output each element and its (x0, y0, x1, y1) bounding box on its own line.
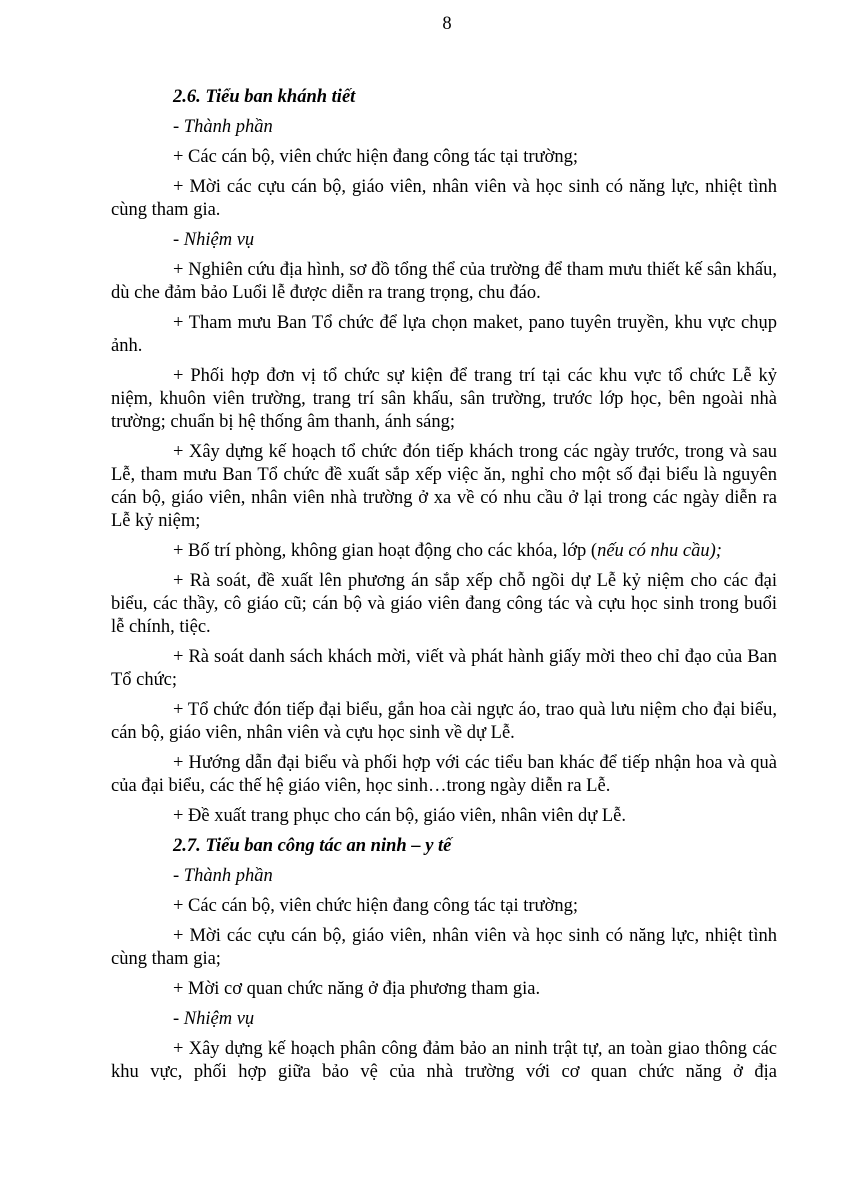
list-item: + Tổ chức đón tiếp đại biểu, gắn hoa cài ngực áo, trao quà lưu niệm cho đại biểu, cán bộ, giáo viên, nhân viên và cựu học sinh về dự Lễ. (111, 700, 777, 743)
page-number: 8 (442, 14, 452, 34)
subsection-label: - Nhiệm vụ (173, 230, 255, 250)
subsection-label: - Thành phần (173, 866, 273, 886)
subsection-label: - Thành phần (173, 117, 273, 137)
list-item: + Các cán bộ, viên chức hiện đang công tác tại trường; (173, 147, 578, 167)
list-item: + Mời các cựu cán bộ, giáo viên, nhân viên và học sinh có năng lực, nhiệt tình cùng tham gia; (111, 926, 777, 969)
list-item (111, 540, 777, 563)
subsection-label: - Nhiệm vụ (173, 1009, 255, 1029)
list-item: + Mời cơ quan chức năng ở địa phương tham gia. (173, 979, 541, 999)
list-item: + Hướng dẫn đại biểu và phối hợp với các tiểu ban khác để tiếp nhận hoa và quà của đại biểu, các thế hệ giáo viên, học sinh…trong ngày diễn ra Lễ. (111, 753, 777, 796)
list-item: + Phối hợp đơn vị tổ chức sự kiện để trang trí tại các khu vực tổ chức Lễ kỷ niệm, khuôn viên trường, trang trí sân khấu, sân trường, trước lớp học, bên ngoài nhà trường; chuẩn bị hệ thống âm thanh, ánh sáng; (111, 366, 777, 432)
list-item: + Xây dựng kế hoạch phân công đảm bảo an ninh trật tự, an toàn giao thông các khu vực, phối hợp giữa bảo vệ của nhà trường với cơ quan chức năng ở địa (111, 1039, 777, 1082)
list-item-note: nếu có nhu cầu); (597, 541, 722, 561)
section-heading: 2.6. Tiểu ban khánh tiết (173, 87, 356, 107)
list-item: + Đề xuất trang phục cho cán bộ, giáo viên, nhân viên dự Lễ. (173, 806, 627, 826)
list-item: + Mời các cựu cán bộ, giáo viên, nhân viên và học sinh có năng lực, nhiệt tình cùng tham gia. (111, 177, 777, 220)
list-item: + Nghiên cứu địa hình, sơ đồ tổng thể của trường để tham mưu thiết kế sân khấu, dù che đảm bảo Luổi lễ được diễn ra trang trọng, chu đáo. (111, 260, 777, 303)
list-item: + Rà soát, đề xuất lên phương án sắp xếp chỗ ngồi dự Lễ kỷ niệm cho các đại biểu, các thầy, cô giáo cũ; cán bộ và giáo viên đang công tác và cựu học sinh trong buổi lễ chính, tiệc. (111, 571, 777, 637)
list-item: + Tham mưu Ban Tổ chức để lựa chọn maket, pano tuyên truyền, khu vực chụp ảnh. (111, 313, 777, 356)
list-item: + Các cán bộ, viên chức hiện đang công tác tại trường; (173, 896, 578, 916)
document-body (111, 86, 777, 1091)
list-item-text: + Bố trí phòng, không gian hoạt động cho các khóa, lớp ( (173, 541, 598, 561)
list-item: + Xây dựng kế hoạch tổ chức đón tiếp khách trong các ngày trước, trong và sau Lễ, tham mưu Ban Tổ chức đề xuất sắp xếp việc ăn, nghỉ cho một số đại biểu là nguyên cán bộ, giáo viên, nhân viên nhà trường ở xa về có nhu cầu ở lại trong các ngày diễn ra Lễ kỷ niệm; (111, 442, 777, 531)
section-heading: 2.7. Tiểu ban công tác an ninh – y tế (173, 836, 452, 856)
list-item: + Rà soát danh sách khách mời, viết và phát hành giấy mời theo chỉ đạo của Ban Tổ chức; (111, 647, 777, 690)
